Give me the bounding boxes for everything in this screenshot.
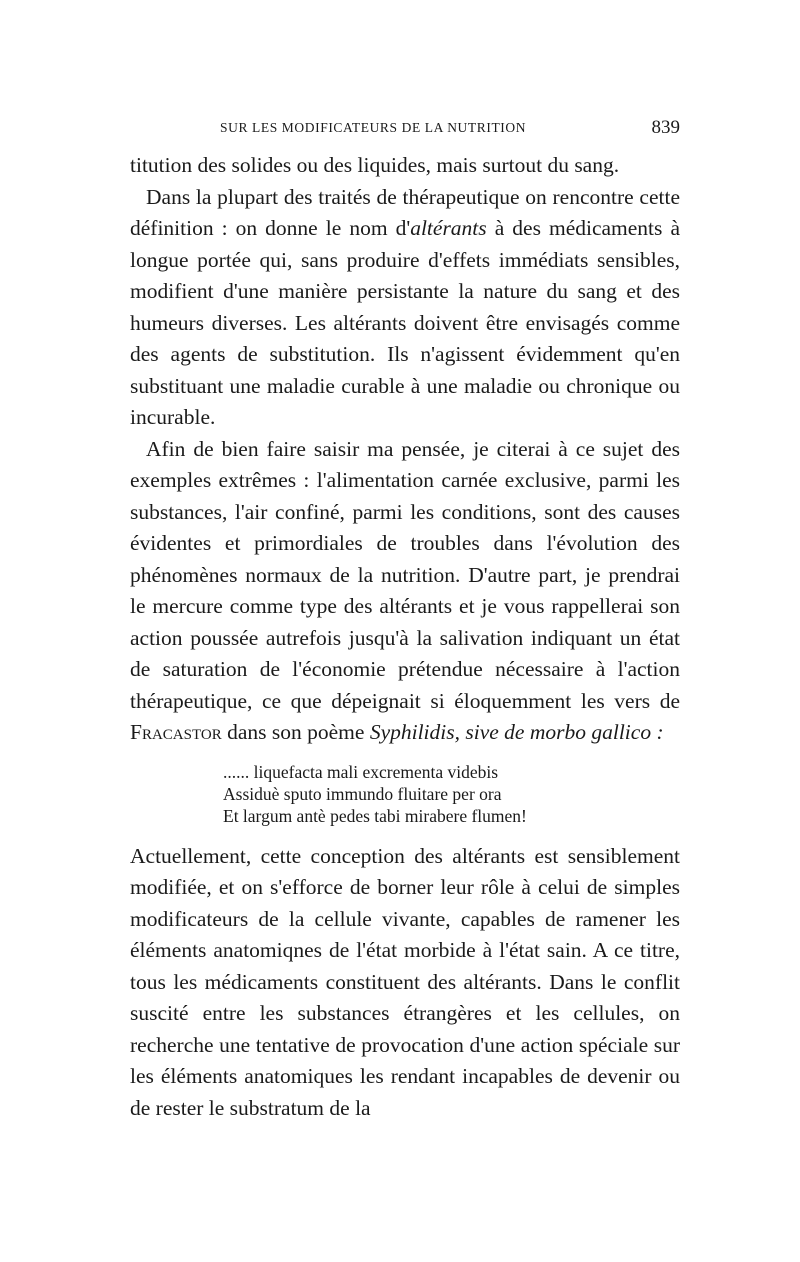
page-number: 839 — [651, 117, 680, 138]
running-head — [130, 116, 680, 140]
paragraph-2-text-a: Dans la plupart des traités de thérapeutique on rencontre cette définition : on donne le nom d' — [130, 184, 680, 240]
paragraph-2-text-b: à des médicaments à longue portée qui, sans produire d'effets immédiats sensibles, modifient d'une manière persistante la nature du sang et des humeurs diverses. Les altérants doivent être envisagés comme des agents de substitution. Ils n'agissent évidemment qu'en substituant une maladie curable à une maladie ou chronique ou incurable. — [130, 216, 680, 429]
paragraph-continuation — [130, 150, 680, 182]
paragraph-examples — [130, 434, 680, 749]
term-alterants: altérants — [410, 216, 487, 240]
paragraph-3-text-a: Afin de bien faire saisir ma pensée, je citerai à ce sujet des exemples extrêmes : l'alimentation carnée exclusive, parmi les substances, l'air confiné, parmi les conditions, sont des causes évidentes et primordiales de troubles dans l'évolution des phénomènes normaux de la nutrition. D'autre part, je prendrai le mercure comme type des altérants et je vous rappellerai son action poussée autrefois jusqu'à la salivation indiquant un état de saturation de l'économie prétendue nécessaire à l'action thérapeutique, ce que dépeignait si éloquemment les vers de — [130, 436, 680, 713]
paragraph-1-text: titution des solides ou des liquides, mais surtout du sang. — [130, 153, 620, 177]
work-title: Syphilidis, sive de morbo gallico : — [369, 720, 664, 744]
paragraph-modern-view — [130, 841, 680, 1125]
paragraph-definition — [130, 182, 680, 434]
verse-line: ...... liquefacta mali excrementa videbis — [223, 761, 499, 782]
running-title: SUR LES MODIFICATEURS DE LA NUTRITION — [220, 120, 527, 135]
paragraph-3-text-b: dans son poème — [221, 720, 370, 744]
paragraph-4-text: Actuellement, cette conception des altérants est sensiblement modifiée, et on s'efforce de borner leur rôle à celui de simples modificateurs de la cellule vivante, capables de ramener les éléments anatomiqnes de l'état morbide à l'état sain. A ce titre, tous les médicaments constituent des altérants. Dans le conflit suscité entre les substances étrangères et les cellules, on recherche une tentative de provocation d'une action spéciale sur les éléments anatomiques les rendant incapables de devenir ou de rester le substratum de la — [130, 843, 680, 1120]
verse-line: Assiduè sputo immundo fluitare per ora — [223, 783, 502, 804]
verse-quotation — [223, 761, 680, 827]
body-text — [130, 150, 680, 1124]
author-name: Fracastor — [130, 720, 222, 744]
verse-line: Et largum antè pedes tabi mirabere flumen! — [223, 805, 527, 826]
